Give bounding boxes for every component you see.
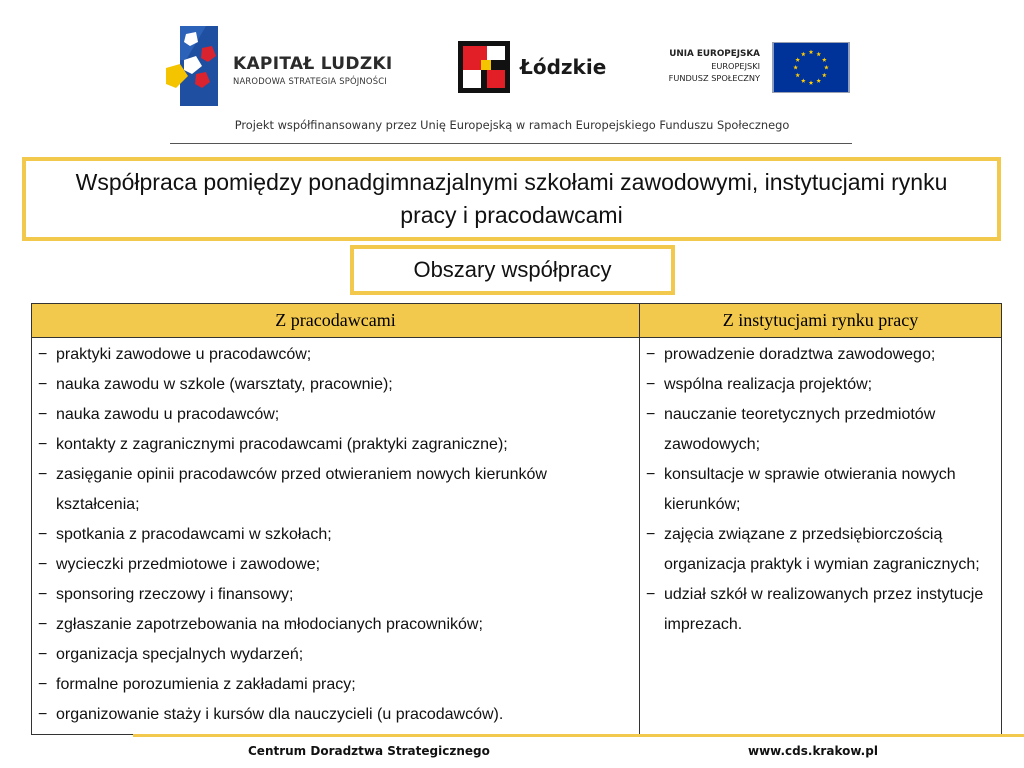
list-item-text: spotkania z pracodawcami w szkołach; (56, 526, 332, 543)
lodzkie-text: Łódzkie (520, 55, 607, 79)
list-dash: − (38, 556, 48, 573)
list-dash: − (38, 676, 48, 693)
list-item-text: wspólna realizacja projektów; (664, 376, 873, 393)
list-dash: − (38, 706, 48, 723)
eu-text (669, 48, 760, 84)
title-box (22, 157, 1001, 241)
cooperation-table (31, 303, 1002, 735)
list-item (38, 700, 633, 730)
footer-divider (133, 734, 1024, 737)
logo-bar (0, 0, 1024, 150)
list-dash: − (646, 466, 656, 483)
list-dash: − (646, 406, 656, 423)
list-item-text: nauka zawodu u pracodawców; (56, 406, 280, 423)
list-item (38, 670, 633, 700)
list-dash: − (38, 346, 48, 363)
list-item-text: formalne porozumienia z zakładami pracy; (56, 676, 356, 693)
list-item-text: nauczanie teoretycznych przedmiotów zawodowych; (664, 406, 936, 453)
list-item-text: nauka zawodu w szkole (warsztaty, pracownie); (56, 376, 393, 393)
list-item (38, 550, 633, 580)
list-item (38, 340, 633, 370)
list-item-text: zasięganie opinii pracodawców przed otwieraniem nowych kierunków kształcenia; (56, 466, 547, 513)
list-item-text: wycieczki przedmiotowe i zawodowe; (56, 556, 321, 573)
list-item (38, 520, 633, 550)
eu-text-line2: EUROPEJSKI (711, 61, 760, 71)
list-item (38, 430, 633, 460)
lodzkie-logo-icon (458, 41, 510, 93)
table-header-row (32, 304, 1002, 338)
list-dash: − (38, 616, 48, 633)
table-header-employers: Z pracodawcami (32, 304, 640, 338)
kapital-ludzki-subtitle: NARODOWA STRATEGIA SPÓJNOŚCI (233, 76, 387, 86)
list-dash: − (646, 346, 656, 363)
list-item (646, 460, 995, 520)
list-item-text: konsultacje w sprawie otwierania nowych kierunków; (664, 466, 956, 513)
institutions-list (640, 338, 1002, 735)
project-caption: Projekt współfinansowany przez Unię Europejską w ramach Europejskiego Funduszu Społecznego (234, 118, 790, 132)
list-dash: − (646, 526, 656, 543)
header-divider (170, 143, 852, 144)
list-item-text: sponsoring rzeczowy i finansowy; (56, 586, 294, 603)
list-dash: − (38, 526, 48, 543)
list-item-text: kontakty z zagranicznymi pracodawcami (praktyki zagraniczne); (56, 436, 508, 453)
eu-flag-icon (772, 42, 850, 93)
list-dash: − (646, 376, 656, 393)
list-item (646, 340, 995, 370)
list-item (38, 610, 633, 640)
list-item (38, 400, 633, 430)
footer-organization: Centrum Doradztwa Strategicznego (248, 744, 490, 758)
list-item (38, 580, 633, 610)
list-item-text: organizowanie staży i kursów dla nauczycieli (u pracodawców). (56, 706, 504, 723)
list-dash: − (646, 586, 656, 603)
list-dash: − (38, 466, 48, 483)
list-dash: − (38, 376, 48, 393)
list-item (38, 640, 633, 670)
table-header-institutions: Z instytucjami rynku pracy (640, 304, 1002, 338)
table-row (32, 338, 1002, 735)
list-item-text: organizacja specjalnych wydarzeń; (56, 646, 304, 663)
list-dash: − (38, 406, 48, 423)
list-item-text: zajęcia związane z przedsiębiorczością organizacja praktyk i wymian zagranicznych; (664, 526, 980, 573)
list-dash: − (38, 436, 48, 453)
footer-url: www.cds.krakow.pl (748, 744, 878, 758)
list-item (646, 580, 995, 640)
list-item (646, 520, 995, 580)
list-item (38, 370, 633, 400)
eu-text-line3: FUNDUSZ SPOŁECZNY (668, 73, 760, 83)
list-item (38, 460, 578, 520)
list-dash: − (38, 586, 48, 603)
page-title: Współpraca pomiędzy ponadgimnazjalnymi szkołami zawodowymi, instytucjami rynku pracy i pracodawcami (75, 169, 948, 228)
list-item-text: praktyki zawodowe u pracodawców; (56, 346, 312, 363)
list-item (646, 400, 995, 460)
list-item-text: zgłaszanie zapotrzebowania na młodocianych pracowników; (56, 616, 483, 633)
list-item-text: prowadzenie doradztwa zawodowego; (664, 346, 936, 363)
kapital-ludzki-title: KAPITAŁ LUDZKI (233, 54, 393, 74)
kapital-ludzki-logo-icon (166, 26, 218, 106)
kapital-ludzki-text (233, 54, 393, 86)
eu-text-line1: UNIA EUROPEJSKA (669, 49, 760, 59)
list-item (646, 370, 995, 400)
list-dash: − (38, 646, 48, 663)
subtitle-box (350, 245, 675, 295)
employers-list (32, 338, 640, 735)
list-item-text: udział szkół w realizowanych przez instytucje imprezach. (664, 586, 984, 633)
page-subtitle: Obszary współpracy (413, 257, 612, 282)
